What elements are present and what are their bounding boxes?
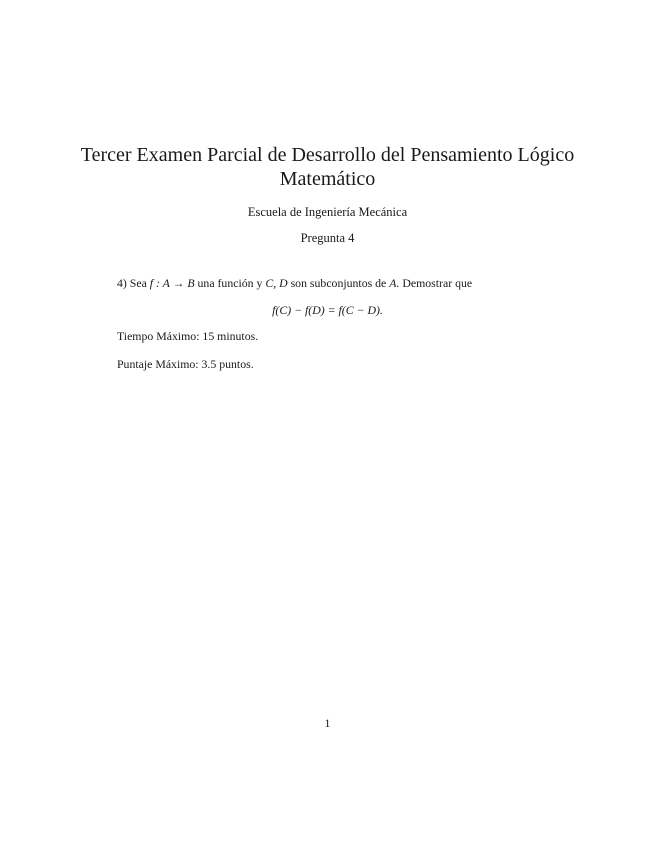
- problem-text-mid: una función y: [197, 276, 263, 290]
- problem-text-end: son subconjuntos de: [290, 276, 387, 290]
- problem-statement: [117, 275, 472, 291]
- problem-domain-set: A.: [389, 276, 400, 290]
- max-time: Tiempo Máximo: 15 minutos.: [117, 329, 259, 343]
- exam-title-line1: Tercer Examen Parcial de Desarrollo del Pensamiento Lógico: [80, 144, 575, 166]
- max-score: Puntaje Máximo: 3.5 puntos.: [117, 357, 254, 371]
- question-label: Pregunta 4: [300, 231, 355, 245]
- school-name: Escuela de Ingeniería Mecánica: [247, 205, 408, 219]
- problem-number: 4) Sea: [117, 276, 147, 290]
- problem-equation: f(C) − f(D) = f(C − D).: [272, 303, 383, 317]
- problem-sets: C, D: [265, 276, 288, 290]
- exam-title: [60, 143, 595, 191]
- problem-text-tail: Demostrar que: [402, 276, 473, 290]
- problem-map: f : A → B: [149, 276, 195, 290]
- exam-title-line2: Matemático: [279, 168, 376, 190]
- page-number: 1: [324, 716, 331, 730]
